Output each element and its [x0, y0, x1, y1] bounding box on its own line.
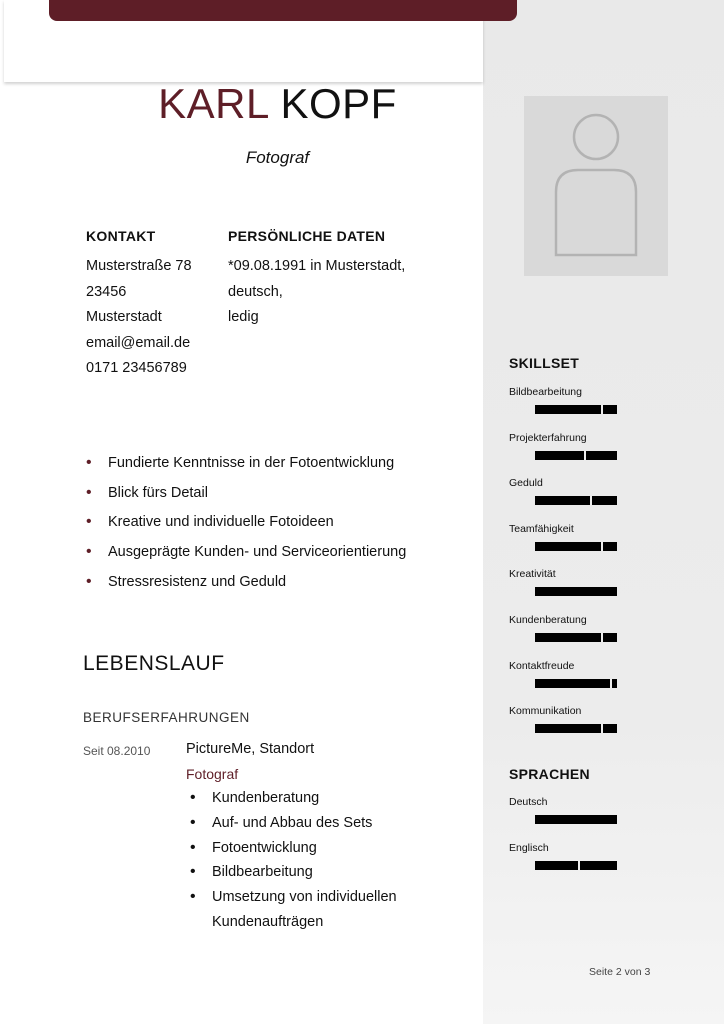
language-label: Deutsch	[509, 796, 548, 808]
contact-zip: 23456	[86, 283, 127, 300]
accent-top-bar	[49, 0, 517, 21]
entry-date: Seit 08.2010	[83, 744, 151, 758]
personal-status: ledig	[228, 309, 259, 325]
contact-heading: KONTAKT	[86, 228, 156, 244]
skill-level-marker	[601, 724, 603, 733]
person-icon	[524, 96, 668, 276]
skill-label: Teamfähigkeit	[509, 522, 574, 535]
list-item: • Fundierte Kenntnisse in der Fotoentwicklung	[86, 455, 406, 485]
skill-level-bar	[535, 724, 617, 733]
list-item: • Blick fürs Detail	[86, 485, 406, 515]
task-item: • Bildbearbeitung	[190, 864, 397, 889]
list-item: • Kreative und individuelle Fotoideen	[86, 514, 406, 544]
language-level-bar	[535, 815, 617, 824]
skill-label: Bildbearbeitung	[509, 386, 582, 398]
task-item-continuation: Kundenaufträgen	[212, 913, 324, 930]
task-item: • Umsetzung von individuellen	[190, 889, 397, 914]
skill-level-marker	[601, 405, 603, 414]
language-level-bar	[535, 861, 617, 870]
task-list	[190, 790, 397, 939]
list-item: • Ausgeprägte Kunden- und Serviceorientierung	[86, 544, 406, 574]
language-level-marker	[578, 861, 580, 870]
skill-level-marker	[584, 451, 586, 460]
entry-role: Fotograf	[186, 766, 239, 782]
task-item: • Fotoentwicklung	[190, 840, 397, 865]
personal-nationality: deutsch,	[228, 283, 283, 300]
skill-label: Kundenberatung	[509, 614, 587, 626]
experience-heading: BERUFSERFAHRUNGEN	[83, 710, 250, 725]
contact-email: email@email.de	[86, 334, 191, 351]
personal-data	[228, 254, 405, 331]
skill-level-bar	[535, 679, 617, 688]
skill-label: Geduld	[509, 477, 543, 490]
personal-birth: *09.08.1991 in Musterstadt,	[228, 258, 406, 274]
job-title: Fotograf	[245, 148, 310, 167]
skill-level-bar	[535, 451, 617, 460]
contact-city: Musterstadt	[86, 309, 162, 325]
person-name	[0, 80, 555, 128]
profile-photo-placeholder	[524, 96, 668, 276]
cv-title: LEBENSLAUF	[83, 652, 225, 675]
skill-level-marker	[601, 542, 603, 551]
skill-label: Kontaktfreude	[509, 659, 575, 672]
skill-level-bar	[535, 405, 617, 414]
skill-level-marker	[610, 679, 612, 688]
task-item: • Kundenberatung	[190, 790, 397, 815]
list-item: • Stressresistenz und Geduld	[86, 574, 406, 604]
contact-phone: 0171 23456789	[86, 360, 187, 376]
skill-level-marker	[590, 496, 592, 505]
page-number: Seite 2 von 3	[589, 966, 651, 978]
last-name: KOPF	[280, 80, 397, 127]
skill-level-bar	[535, 542, 617, 551]
skill-label: Kreativität	[509, 568, 556, 581]
task-item: • Auf- und Abbau des Sets	[190, 815, 397, 840]
contact-street: Musterstraße 78	[86, 258, 192, 274]
first-name: KARL	[158, 80, 269, 127]
language-label: Englisch	[509, 841, 549, 854]
skill-level-bar	[535, 587, 617, 596]
personal-data-heading: PERSÖNLICHE DATEN	[228, 228, 386, 244]
skill-level-bar	[535, 496, 617, 505]
skill-label: Projekterfahrung	[509, 431, 587, 444]
highlights-list	[86, 455, 406, 603]
skill-level-bar	[535, 633, 617, 642]
skillset-heading: SKILLSET	[509, 355, 580, 371]
skill-level-marker	[601, 633, 603, 642]
skill-label: Kommunikation	[509, 705, 582, 718]
contact-details	[86, 254, 192, 382]
languages-heading: SPRACHEN	[509, 766, 590, 782]
entry-employer: PictureMe, Standort	[186, 741, 315, 757]
